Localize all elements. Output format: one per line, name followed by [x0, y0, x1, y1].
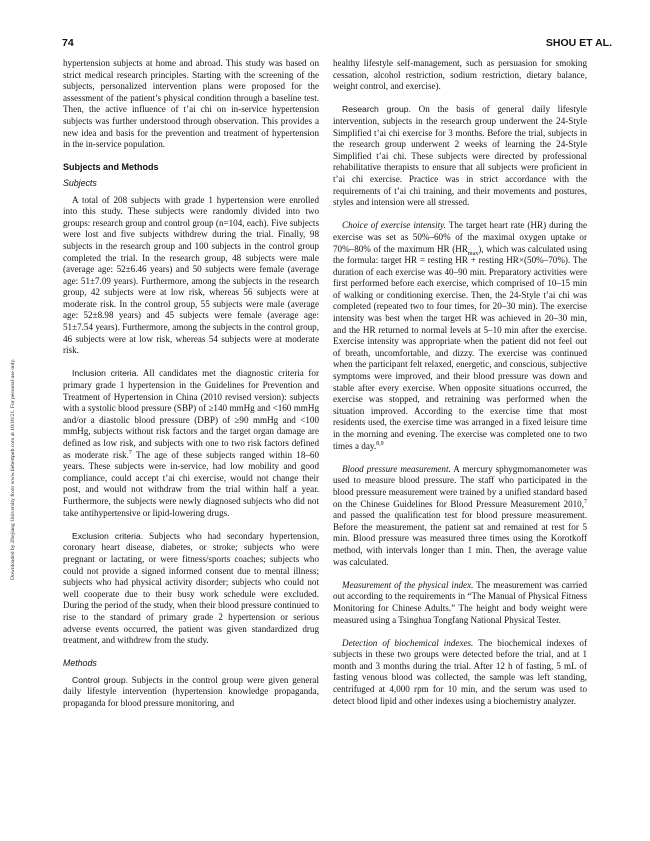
subjects-paragraph: A total of 208 subjects with grade 1 hypertension were enrolled into this study. These subjects were randomly divided into two groups: research group and control group (n=104, each). Five subjects were lost and five subjects withdrew during the trial. Finally, 98 subjects in the research group and 100 subjects in the control group completed the trial. In the research group, 48 subjects were male (average age: 52±6.46 years) and 50 subjects were female (average age: 51±7.09 years). Furthermore, among the subjects in the research group, 42 subjects were at low risk, whereas 56 subjects were at moderate risk. In the control group, 55 subjects were male (average age: 52±8.98 years) and 45 subjects were female (average age: 51±7.54 years). Furthermore, among the subjects in the control group, 46 subjects were at low risk, whereas 54 subjects were at moderate risk. — [63, 194, 319, 356]
inclusion-text-b: The age of these subjects ranged within 18–60 years. These subjects were in-service, had low mobility and good compliance, could accept t’ai chi exercise, would not change their post, and would not withdraw from the trial within half a year. Furthermore, the subjects were newly diagnosed subjects who did not take antihypertensive or lipid-lowering drugs. — [63, 449, 320, 518]
physical-index-text: The measurement was carried out according to the requirements in “The Manual of Physical Fitness Monitoring for Chinese Adults.” The height and body weight were measured using a Tsinghua Tongfang National Physical Tester. — [333, 579, 587, 625]
subsection-methods: Methods — [63, 658, 97, 669]
intensity-paragraph — [333, 220, 587, 452]
biochemical-paragraph — [333, 638, 587, 708]
intensity-ref: 8,9 — [376, 440, 384, 447]
bp-text-b: and passed the qualification test for blood pressure measurement. Before the measurement, the patient sat and remained at rest for 5 min. Blood pressure was measured three times using the Korotkoff method, with intervals longer than 1 min. Then, the average value was calculated. — [333, 510, 587, 567]
inclusion-paragraph — [63, 368, 319, 519]
bp-ref: 7 — [584, 498, 587, 505]
biochemical-label: Detection of biochemical indexes. — [342, 637, 474, 648]
control-paragraph — [63, 675, 319, 710]
control-continuation: healthy lifestyle self-management, such as persuasion for smoking cessation, alcohol restriction, sodium restriction, dietary balance, weight control, and exercise). — [333, 58, 587, 92]
inclusion-text-a: All candidates met the diagnostic criteria for primary grade 1 hypertension in the Guidelines for Prevention and Treatment of Hypertension in China (2010 revised version): subjects with a systolic blood pressure (SBP) of ≥140 mmHg and <160 mmHg and/or a diastolic blood pressure (DBP) of ≥90 mmHg and <100 mmHg, subjects without risk factors and the target organ damage are defined as low risk, and subjects with one to two risk factors defined as moderate risk. — [63, 368, 319, 460]
right-column — [333, 58, 587, 707]
physical-index-paragraph — [333, 580, 587, 626]
bp-label: Blood pressure measurement. — [342, 463, 451, 474]
research-text: On the basis of general daily lifestyle intervention, subjects in the research group underwent the 24-Style Simplified t’ai chi exercise for 3 months. Before the trial, subjects in the research group underwent 2 weeks of learning the 24-Style Simplified t’ai chi. These subjects were directed by professional rehabilitative therapists to ensure that all subjects were proficient in t’ai chi exercise. Practice was in strict accordance with the requirements of t’ai chi training, and their movements and postures, styles and intension were all stressed. — [333, 104, 587, 208]
exclusion-label: Exclusion criteria. — [72, 530, 144, 541]
subsection-subjects: Subjects — [63, 177, 97, 188]
inclusion-ref: 7 — [128, 449, 132, 456]
bp-text-a: A mercury sphygmomanometer was used to measure blood pressure. The staff who participated in the blood pressure measurement were trained by a unified standard based on the Chinese Guidelines for Blood Pressure Measurement 2010, — [333, 463, 588, 509]
intensity-label: Choice of exercise intensity. — [342, 220, 446, 231]
inclusion-label: Inclusion criteria. — [72, 368, 139, 379]
biochemical-text: The biochemical indexes of subjects in these two groups were detected before the trial, and at 1 month and 3 months during the trial. After 12 h of fasting, 5 mL of fasting venous blood was collected, the sample was left standing, centrifuged at 4,000 rpm for 10 min, and the serum was used to detect blood lipid and other indexes using a biochemistry analyzer. — [333, 637, 587, 706]
running-head: SHOU ET AL. — [545, 37, 612, 49]
intro-paragraph: hypertension subjects at home and abroad. This study was based on strict medical research principles. Starting with the screening of the subjects, personalized intervention plans were proposed for the assessment of the patient’s physical condition through a baseline test. Then, the active influence of t’ai chi on in-service hypertension subjects was further understood through observation. This provides a new idea and basis for the prevention and treatment of hypertension in the in-service population. — [63, 58, 319, 150]
research-label: Research group. — [342, 104, 411, 115]
bp-paragraph — [333, 464, 587, 568]
download-watermark: Downloaded by Zhejiang University from www.liebertpub.com at 10/16/21. For personal use only. — [10, 358, 16, 580]
research-paragraph — [333, 104, 587, 208]
intensity-text-a: The target heart rate (HR) during the exercise was set as 50%–60% of the maximal oxygen uptake or 70%–80% of the maximum HR (HR — [333, 220, 588, 254]
left-column — [63, 58, 319, 710]
control-label: Control group. — [72, 674, 128, 685]
control-text: Subjects in the control group were given general daily lifestyle intervention (hypertension knowledge propaganda, propaganda for blood pressure monitoring, and — [63, 674, 319, 709]
exclusion-paragraph — [63, 531, 319, 647]
exclusion-text: Subjects who had secondary hypertension, coronary heart disease, diabetes, or stroke; subjects who were pregnant or lactating, or were fitness/sports coaches; subjects who could not provide a signed informed consent due to mental illness; subjects who had physical activity disorder; subjects who could not well cooperate due to their busy work schedule were excluded. During the period of the study, when their blood pressure continued to rise to the standard of primary grade 2 hypertension or serious adverse events occurred, the patient was given standardized drug treatment, and withdrew from the study. — [63, 530, 320, 646]
physical-index-label: Measurement of the physical index. — [342, 579, 474, 590]
intensity-text-b: ), which was calculated using the formula: target HR = resting HR + resting HR×(50%–70%). The duration of each exercise was 40–90 min. Preparatory activities were first performed before each exercise, which comprised of 10–15 min of walking or conditioning exercise. Then, the 24-Style t’ai chi was completed (repeated two to four times, for 20–30 min). The exercise intensity was best when the target HR was achieved in 20–30 min, and the HR returned to normal levels at 5–10 min after the exercise. Exercise intensity was appropriate when the patient did not feel out of breath, uncomfortable, and dizzy. The exercise was continued when the participant felt relaxed, energetic, and conscious, subjective symptoms were improved, and their blood pressure was down and stable after every exercise. When opposite situations occurred, the exercise was stopped, and retraining was performed when the situation improved. According to the exercise time that most residents used, the exercise time was arranged in a fixed leisure time in the morning and evening. The exercise was completed one to two times a day. — [333, 243, 588, 451]
page-number: 74 — [62, 37, 74, 49]
section-title-subjects-methods: Subjects and Methods — [63, 162, 159, 173]
intensity-sub: max — [467, 250, 479, 257]
